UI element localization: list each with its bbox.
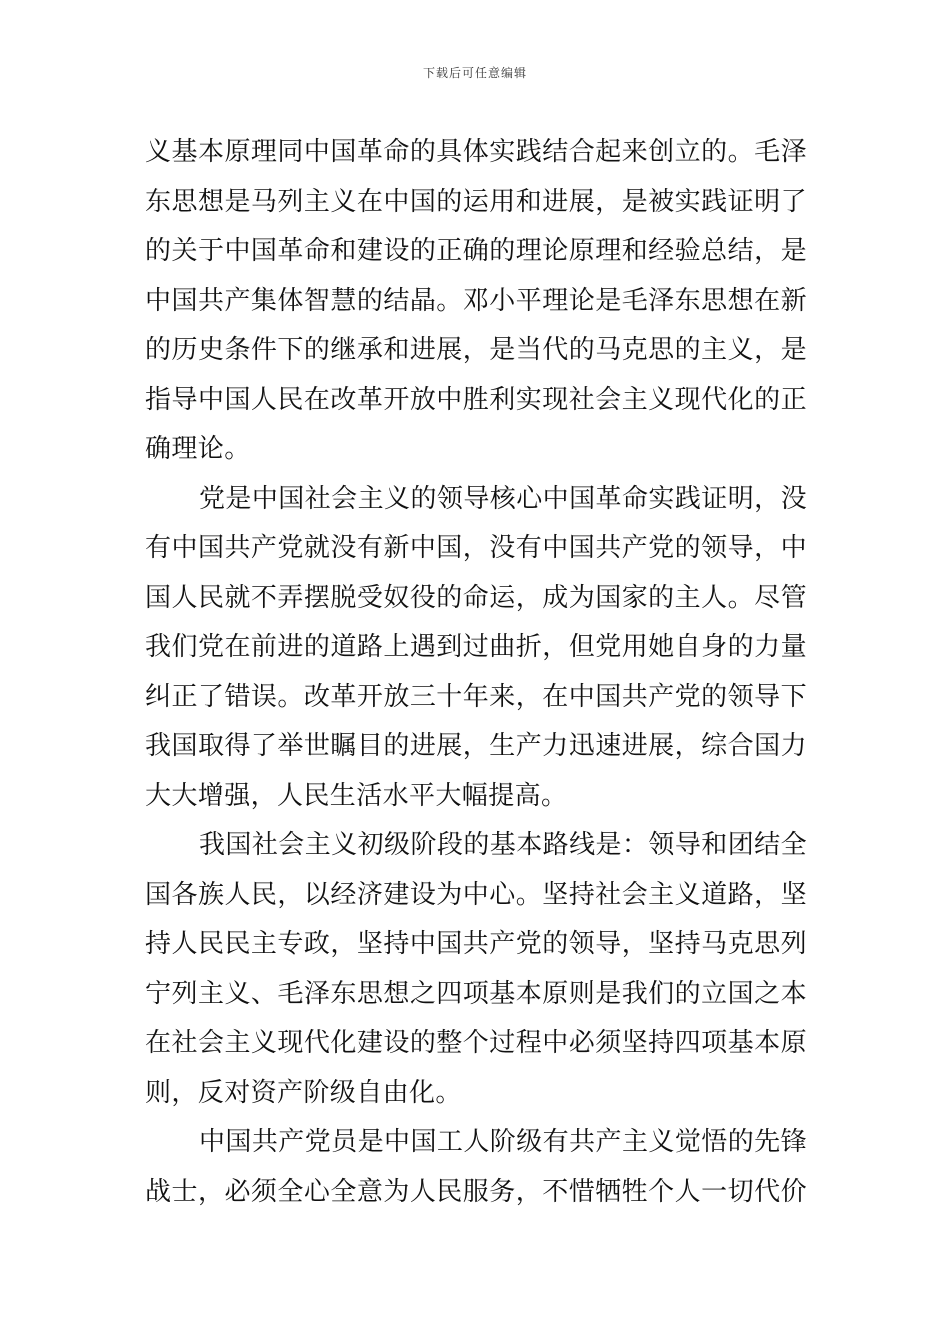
text-line: 我国取得了举世瞩目的进展，生产力迅速进展，综合国力: [145, 731, 807, 761]
text-line: 持人民民主专政，坚持中国共产党的领导，坚持马克思列: [145, 929, 807, 959]
text-line: 我们党在前进的道路上遇到过曲折，但党用她自身的力量: [145, 632, 807, 662]
text-line: 的关于中国革命和建设的正确的理论原理和经验总结，是: [145, 236, 807, 266]
page-header: 下载后可任意编辑: [422, 66, 527, 80]
document-body: [145, 128, 807, 1217]
text-line: 有中国共产党就没有新中国，没有中国共产党的领导，中: [145, 533, 807, 563]
text-line: 在社会主义现代化建设的整个过程中必须坚持四项基本原: [145, 1028, 807, 1058]
text-line: 国人民就不弄摆脱受奴役的命运，成为国家的主人。尽管: [145, 582, 807, 613]
text-line: 东思想是马列主义在中国的运用和进展，是被实践证明了: [145, 186, 807, 217]
text-line: 则，反对资产阶级自由化。: [145, 1077, 462, 1108]
paragraph-first-line: 我国社会主义初级阶段的基本路线是：领导和团结全: [199, 830, 807, 860]
text-line: 战士，必须全心全意为人民服务，不惜牺牲个人一切代价: [145, 1176, 807, 1207]
text-line: 的历史条件下的继承和进展，是当代的马克思的主义，是: [145, 335, 807, 365]
text-line: 确理论。: [145, 434, 251, 464]
text-line: 宁列主义、毛泽东思想之四项基本原则是我们的立国之本: [145, 978, 807, 1009]
text-line: 指导中国人民在改革开放中胜利实现社会主义现代化的正: [145, 384, 807, 415]
text-line: 纠正了错误。改革开放三十年来，在中国共产党的领导下: [145, 681, 807, 712]
text-line: 大大增强，人民生活水平大幅提高。: [145, 780, 568, 811]
text-line: 中国共产集体智慧的结晶。邓小平理论是毛泽东思想在新: [145, 285, 807, 316]
text-line: 国各族人民，以经济建设为中心。坚持社会主义道路，坚: [145, 879, 807, 910]
paragraph-first-line: 党是中国社会主义的领导核心中国革命实践证明，没: [199, 483, 807, 514]
text-line: 义基本原理同中国革命的具体实践结合起来创立的。毛泽: [145, 137, 807, 167]
paragraph-first-line: 中国共产党员是中国工人阶级有共产主义觉悟的先锋: [199, 1127, 807, 1157]
